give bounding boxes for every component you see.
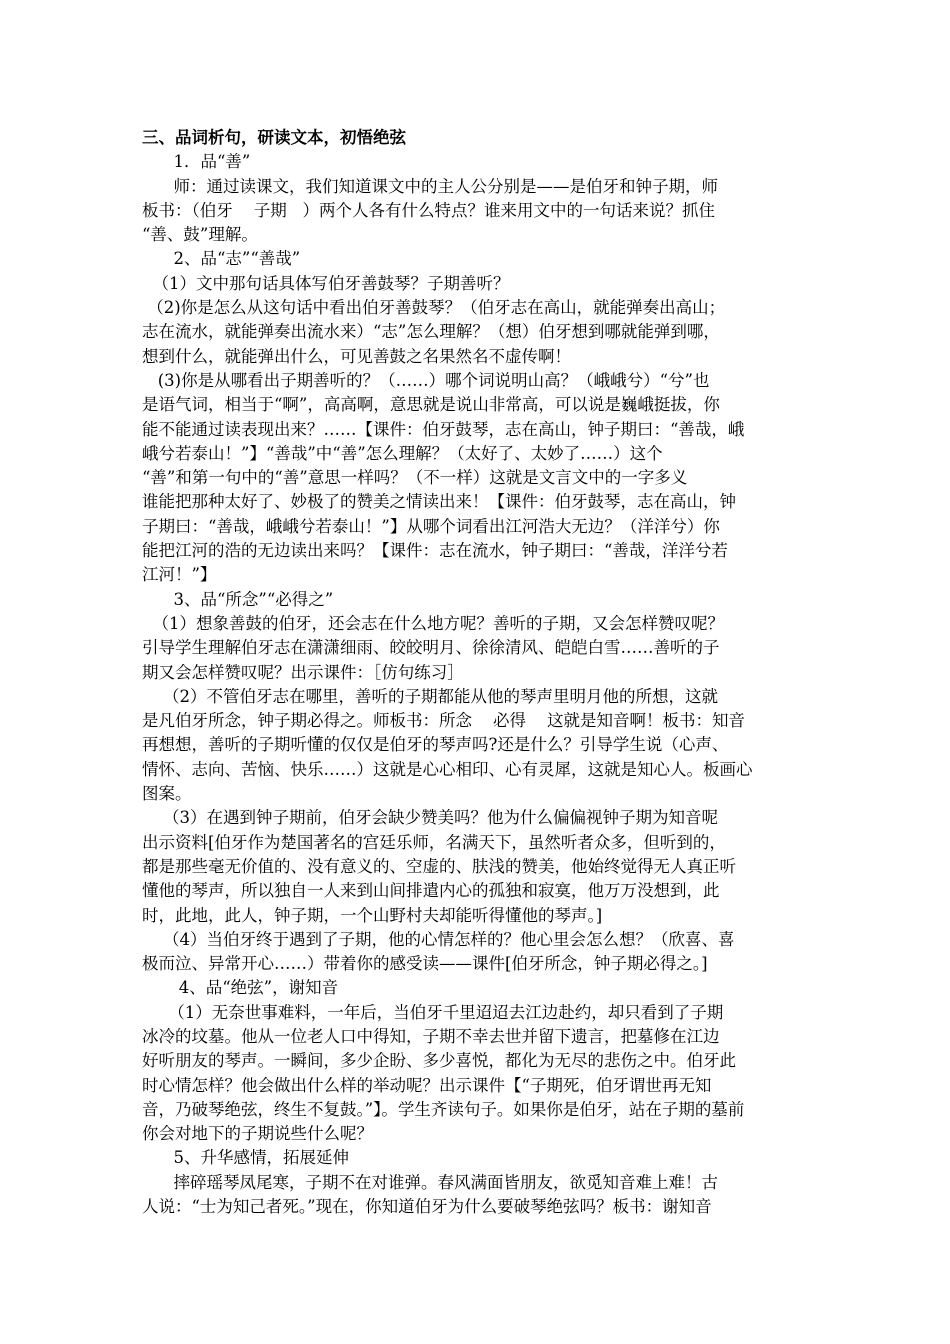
- text-line: 谁能把那种太好了、妙极了的赞美之情读出来！【课件：伯牙鼓琴，志在高山，钟: [142, 492, 736, 512]
- text-line: 是凡伯牙所念，钟子期必得之。师板书：所念 必得 这就是知音啊！板书：知音: [142, 711, 745, 731]
- section-heading: 三、品词析句，研读文本，初悟绝弦: [142, 128, 406, 147]
- text-line: 再想想，善听的子期听懂的仅仅是伯牙的琴声吗?还是什么？引导学生说（心声、: [142, 735, 729, 755]
- text-line: 时心情怎样？他会做出什么样的举动呢？出示课件【“子期死，伯牙谓世再无知: [142, 1075, 712, 1095]
- document-body: [142, 126, 810, 1219]
- text-line: “善”和第一句中的“善”意思一样吗？（不一样）这就是文言文中的一字多义: [142, 468, 688, 488]
- subheading-4: 4、品“绝弦”，谢知音: [142, 978, 339, 998]
- text-line: 图案。: [142, 784, 192, 804]
- subheading-2: 2、品“志”“善哉”: [142, 249, 301, 269]
- subheading-3: 3、品“所念”“必得之”: [142, 589, 334, 609]
- subheading-5: 5、升华感情，拓展延伸: [142, 1148, 349, 1168]
- text-line: 子期曰：“善哉，峨峨兮若泰山！”】从哪个词看出江河浩大无边？（洋洋兮）你: [142, 516, 720, 536]
- text-line: 期又会怎样赞叹呢？出示课件：［仿句练习］: [142, 662, 464, 682]
- text-line: （1）文中那句话具体写伯牙善鼓琴？子期善听？: [142, 273, 510, 293]
- text-line: 你会对地下的子期说些什么呢？: [142, 1124, 373, 1144]
- text-line: 出示资料[伯牙作为楚国著名的宫廷乐师，名满天下，虽然听者众多，但听到的，: [142, 832, 726, 852]
- text-line: (3)你是从哪看出子期善听的？（……）哪个词说明山高？（峨峨兮）“兮”也: [142, 370, 710, 390]
- text-line: 都是那些毫无价值的、没有意义的、空虚的、肤浅的赞美，他始终觉得无人真正听: [142, 856, 736, 876]
- text-line: “善、鼓”理解。: [142, 225, 258, 245]
- text-line: 是语气词，相当于“啊”，高高啊，意思就是说山非常高，可以说是巍峨挺拔，你: [142, 395, 720, 415]
- text-line: 音，乃破琴绝弦，终生不复鼓。”】。学生齐读句子。如果你是伯牙，站在子期的墓前: [142, 1099, 745, 1119]
- text-line: 冰冷的坟墓。他从一位老人口中得知，子期不幸去世并留下遗言，把墓修在江边: [142, 1026, 720, 1046]
- text-line: （1）想象善鼓的伯牙，还会志在什么地方呢？善听的子期，又会怎样赞叹呢？: [142, 613, 724, 633]
- text-line: 时，此地，此人，钟子期，一个山野村夫却能听得懂他的琴声。]: [142, 905, 603, 925]
- text-line: 极而泣、异常开心……）带着你的感受读——课件[伯牙所念，钟子期必得之。]: [142, 954, 708, 974]
- text-line: 情怀、志向、苦恼、快乐……）这就是心心相印、心有灵犀，这就是知心人。板画心: [142, 759, 753, 779]
- text-line: （2)你是怎么从这句话中看出伯牙善鼓琴？（伯牙志在高山，就能弹奏出高山；: [142, 298, 726, 318]
- text-line: （3）在遇到钟子期前，伯牙会缺少赞美吗？他为什么偏偏视钟子期为知音呢: [142, 808, 718, 828]
- text-line: （4）当伯牙终于遇到了子期，他的心情怎样的？他心里会怎么想？（欣喜、喜: [142, 929, 735, 949]
- text-line: 人说：“士为知己者死。”现在，你知道伯牙为什么要破琴绝弦吗？板书：谢知音: [142, 1197, 712, 1217]
- text-line: 志在流水，就能弹奏出流水来）“志”怎么理解？（想）伯牙想到哪就能弹到哪，: [142, 322, 720, 342]
- text-line: 懂他的琴声，所以独自一人来到山间排遣内心的孤独和寂寞，他万万没想到，此: [142, 881, 720, 901]
- text-line: （2）不管伯牙志在哪里，善听的子期都能从他的琴声里明月他的所想，这就: [142, 686, 718, 706]
- text-line: （1）无奈世事难料，一年后，当伯牙千里迢迢去江边赴约，却只看到了子期: [142, 1002, 724, 1022]
- text-line: 能把江河的浩的无边读出来吗？【课件：志在流水，钟子期曰：“善哉，洋洋兮若: [142, 541, 728, 561]
- text-line: 引导学生理解伯牙志在潇潇细雨、皎皎明月、徐徐清风、皑皑白雪……善听的子: [142, 638, 720, 658]
- text-line: 想到什么，就能弹出什么，可见善鼓之名果然名不虚传啊！: [142, 346, 571, 366]
- text-line: 师：通过读课文，我们知道课文中的主人公分别是——是伯牙和钟子期，师: [142, 176, 718, 196]
- subheading-1: 1．品“善”: [142, 152, 251, 172]
- text-line: 峨兮若泰山！”】“善哉”中“善”怎么理解？（太好了、太妙了……）这个: [142, 443, 663, 463]
- text-line: 好听朋友的琴声。一瞬间，多少企盼、多少喜悦，都化为无尽的悲伤之中。伯牙此: [142, 1051, 736, 1071]
- text-line: 摔碎瑶琴凤尾寒，子期不在对谁弹。春风满面皆朋友，欲觅知音难上难！古: [142, 1172, 718, 1192]
- text-line: 板书：（伯牙 子期 ）两个人各有什么特点？谁来用文中的一句话来说？抓住: [142, 200, 715, 220]
- text-line: 江河！”】: [142, 565, 217, 585]
- text-line: 能不能通过读表现出来？……【课件：伯牙鼓琴，志在高山，钟子期曰：“善哉，峨: [142, 419, 745, 439]
